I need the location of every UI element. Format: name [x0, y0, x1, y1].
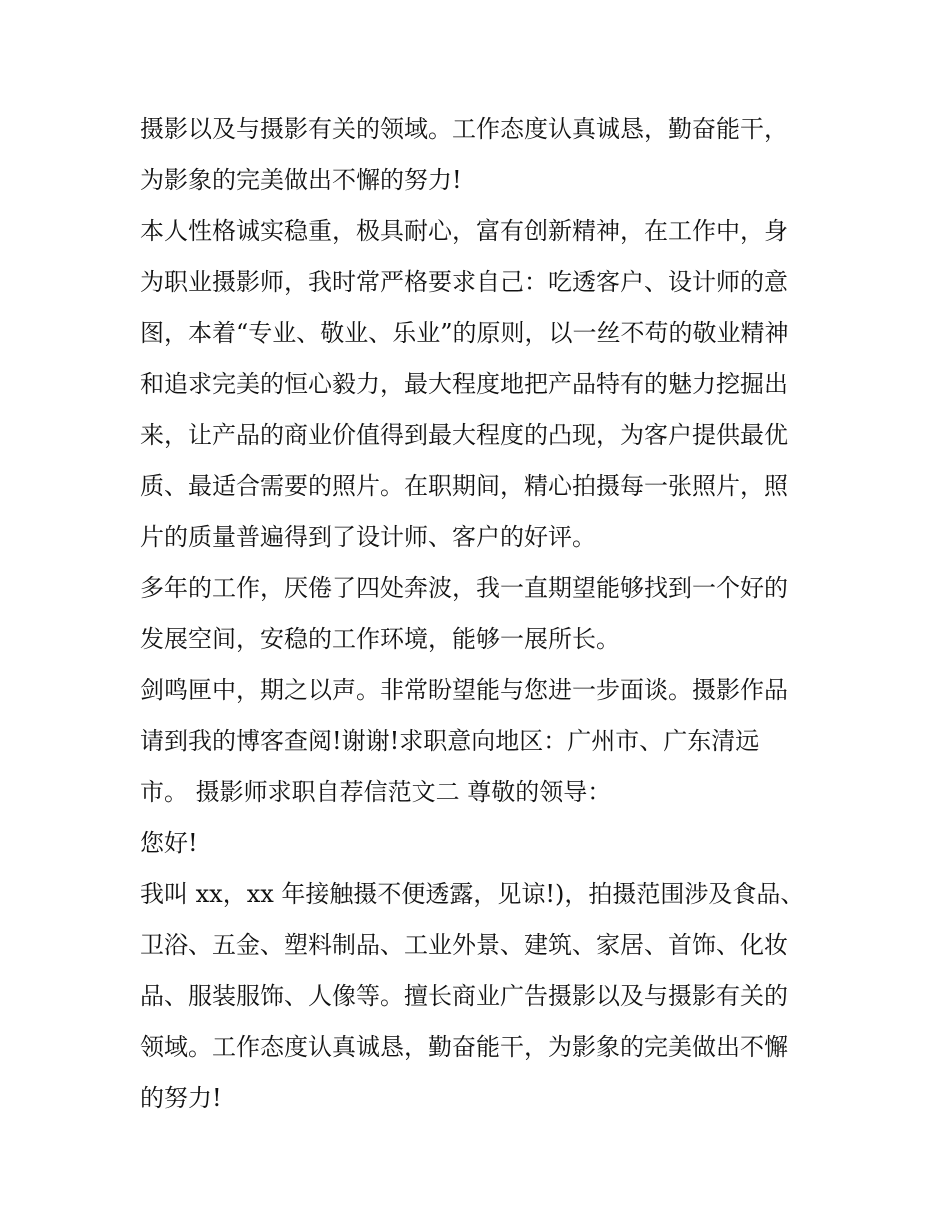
text-line: 片的质量普遍得到了设计师、客户的好评。 — [140, 523, 596, 551]
text-line: 图，本着“专业、敬业、乐业”的原则，以一丝不苟的敬业精神 — [140, 319, 789, 347]
text-line: 市。 摄影师求职自荐信范文二 尊敬的领导： — [140, 778, 612, 806]
text-line: 领域。工作态度认真诚恳，勤奋能干，为影象的完美做出不懈 — [140, 1033, 788, 1061]
text-line: 的努力! — [140, 1084, 222, 1112]
text-line: 本人性格诚实稳重，极具耐心，富有创新精神，在工作中，身 — [140, 217, 788, 245]
text-line: 请到我的博客查阅!谢谢!求职意向地区：广州市、广东清远 — [140, 727, 760, 755]
text-line: 质、最适合需要的照片。在职期间，精心拍摄每一张照片，照 — [140, 472, 788, 500]
text-line: 为职业摄影师，我时常严格要求自己：吃透客户、设计师的意 — [140, 268, 788, 296]
text-line: 和追求完美的恒心毅力，最大程度地把产品特有的魅力挖掘出 — [140, 370, 788, 398]
text-line: 来，让产品的商业价值得到最大程度的凸现，为客户提供最优 — [140, 421, 788, 449]
text-line: 卫浴、五金、塑料制品、工业外景、建筑、家居、首饰、化妆 — [140, 931, 788, 959]
text-line: 剑鸣匣中，期之以声。非常盼望能与您进一步面谈。摄影作品 — [140, 676, 788, 704]
body-text — [140, 104, 830, 1124]
text-line: 多年的工作，厌倦了四处奔波，我一直期望能够找到一个好的 — [140, 574, 788, 602]
text-line: 您好! — [140, 829, 198, 857]
text-line: 为影象的完美做出不懈的努力! — [140, 166, 462, 194]
text-line: 品、服装服饰、人像等。擅长商业广告摄影以及与摄影有关的 — [140, 982, 788, 1010]
text-line: 摄影以及与摄影有关的领域。工作态度认真诚恳，勤奋能干， — [140, 115, 788, 143]
text-line: 我叫 xx，xx 年接触摄不便透露，见谅!)，拍摄范围涉及食品、 — [140, 880, 805, 908]
text-line: 发展空间，安稳的工作环境，能够一展所长。 — [140, 625, 620, 653]
